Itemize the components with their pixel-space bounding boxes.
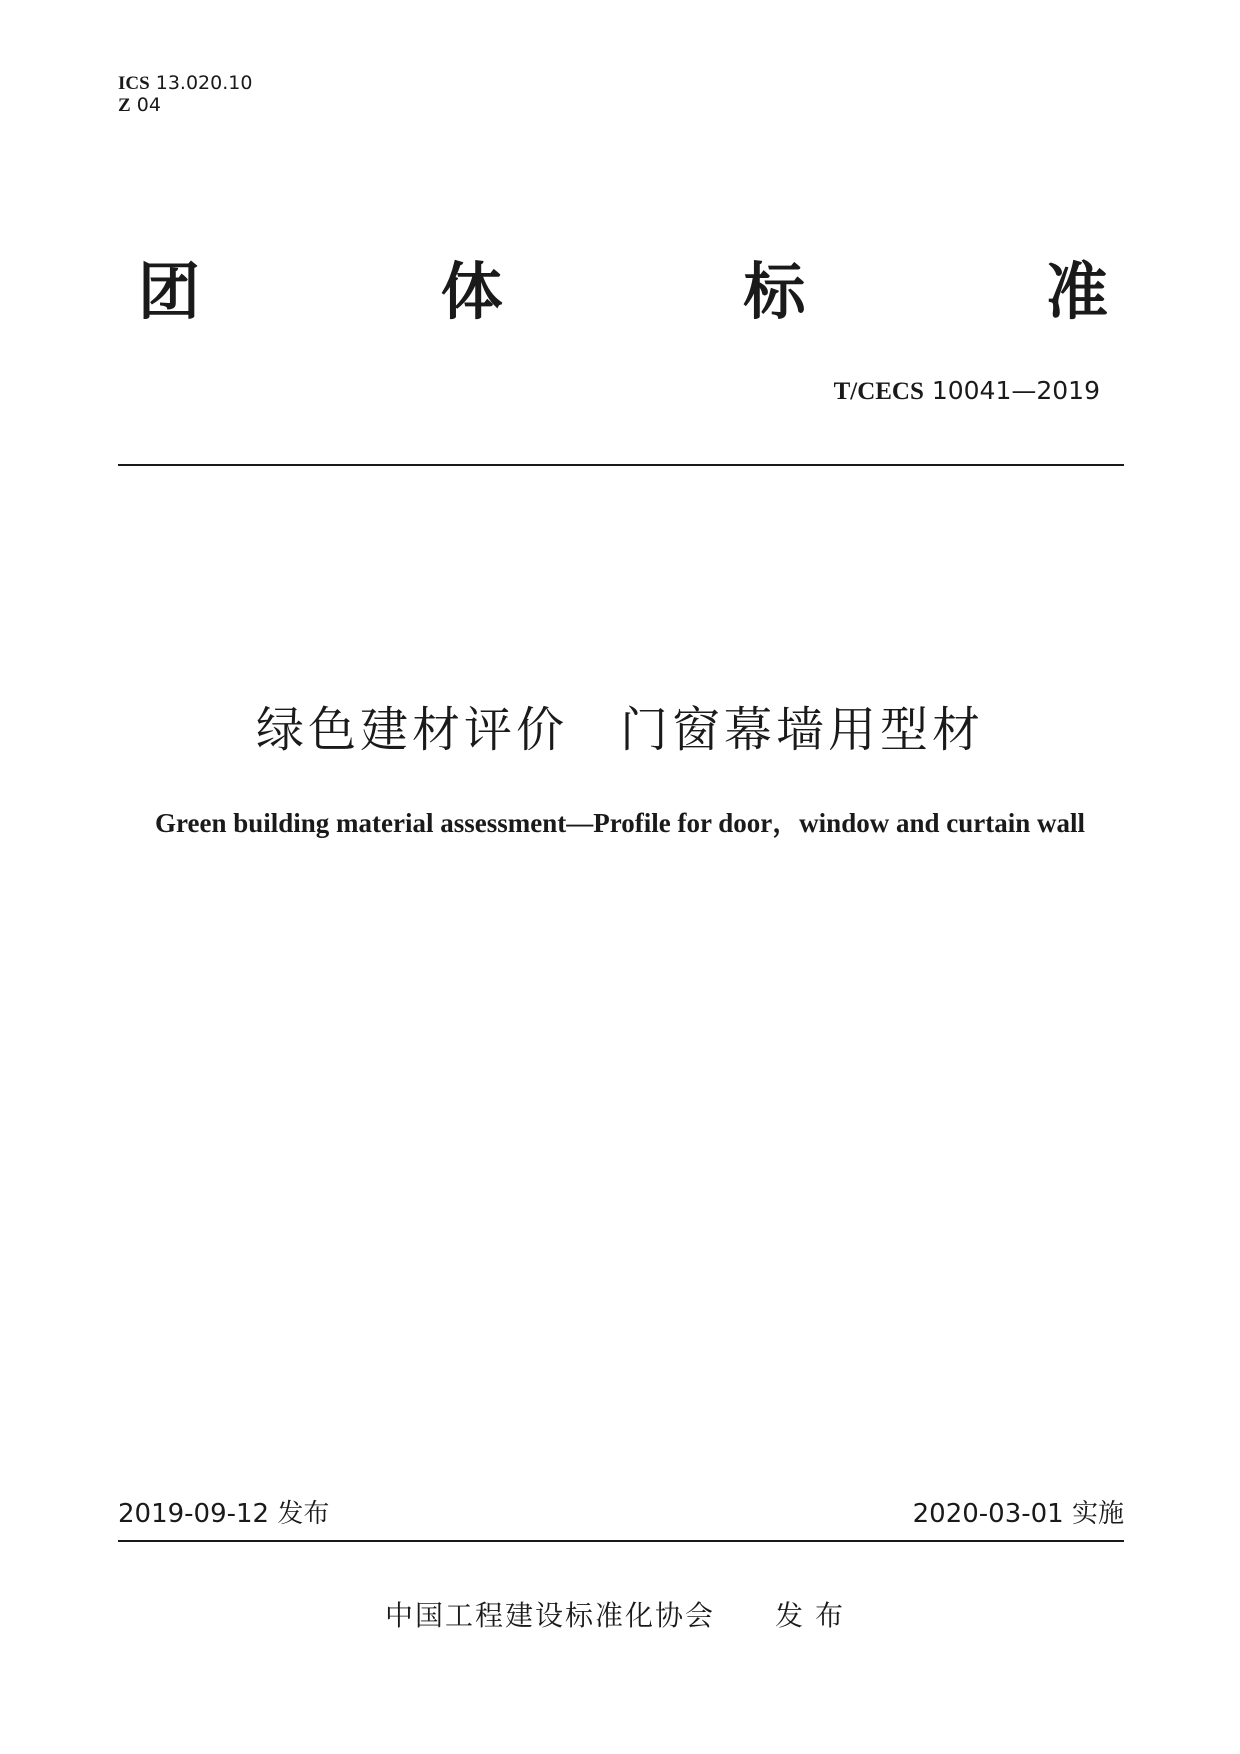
publisher-action: 发布 [775,1599,856,1632]
standard-type-heading [138,256,1108,328]
ics-code [118,72,252,95]
standard-type-char: 标 [743,255,806,328]
publisher-organization: 中国工程建设标准化协会 [384,1599,715,1632]
ics-label: ICS [118,73,150,94]
footer-divider [118,1540,1124,1542]
ccs-value: 04 [136,94,161,116]
title-english: Green building material assessment—Profile for door，window and curtain wall [154,808,1085,838]
ics-value: 13.020.10 [155,72,253,94]
standard-type-char: 团 [138,255,201,328]
standard-type-char: 体 [440,255,503,328]
standard-number [834,376,1100,407]
standard-number-prefix: T/CECS [833,378,924,405]
implementation-date: 2020-03-01 实施 [912,1499,1124,1529]
title-chinese: 绿色建材评价 门窗幕墙用型材 [255,702,984,758]
standard-number-value: 10041—2019 [931,376,1100,405]
issue-date: 2019-09-12 发布 [118,1499,330,1529]
ccs-code [118,94,161,117]
standard-type-char: 准 [1045,255,1108,328]
publisher-line [0,1598,1240,1634]
ccs-label: Z [118,95,131,116]
header-divider [118,464,1124,466]
